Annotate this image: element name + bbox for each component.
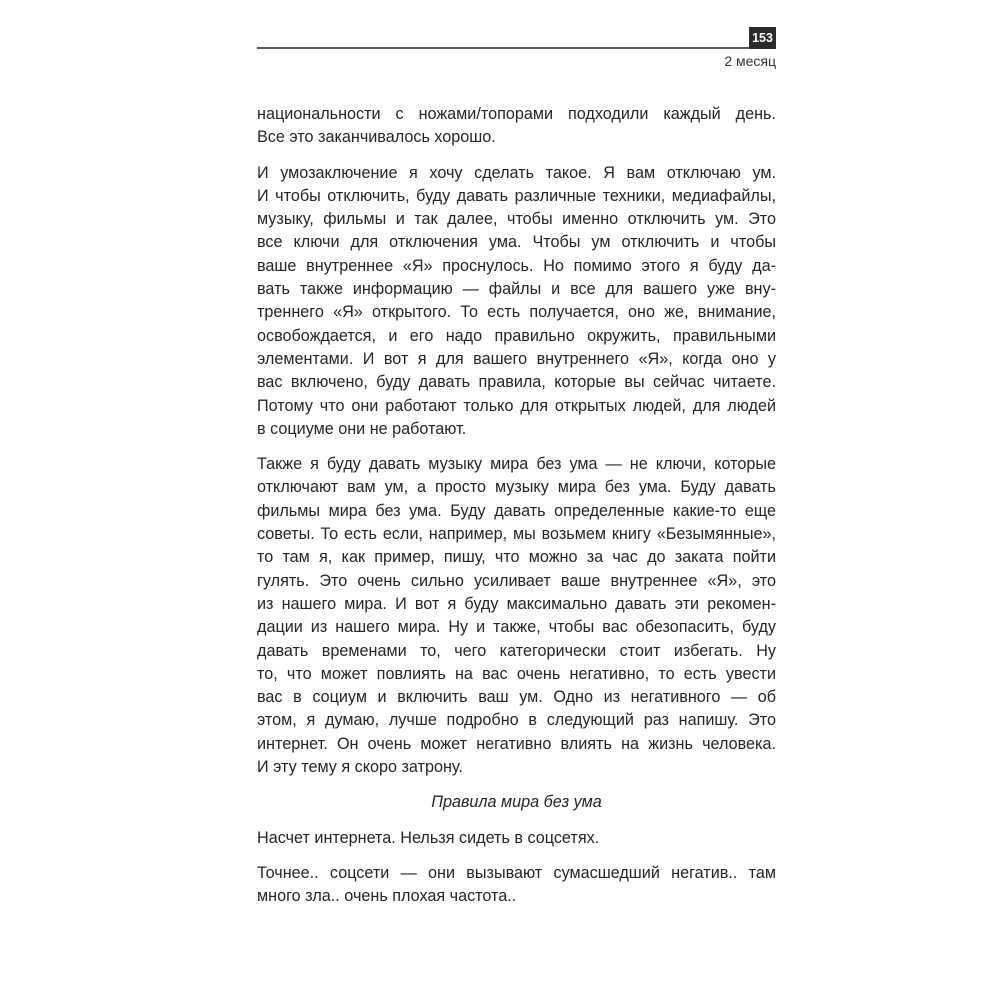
- header-rule: [257, 47, 776, 49]
- text-line: вас включено, буду давать правила, которые вы сейчас читаете.: [257, 373, 776, 392]
- text-line: вать также информацию — файлы и все для вашего уже вну-: [257, 280, 776, 299]
- text-line: давать временами то, чего категорически стоит избегать. Ну: [257, 641, 776, 660]
- paragraph: [257, 453, 776, 779]
- text-line: много зла.. очень плохая частота..: [257, 887, 517, 906]
- text-line: дации из нашего мира. Ну и также, чтобы вас обезопасить, буду: [257, 618, 776, 637]
- paragraph: [257, 862, 776, 909]
- text-line: Точнее.. соцсети — они вызывают сумасшедший негатив.. там: [257, 863, 776, 882]
- text-line: этом, я думаю, лучше подробно в следующий раз напишу. Это: [257, 711, 776, 730]
- text-line: в социуме они не работают.: [257, 419, 467, 438]
- paragraph: [257, 162, 776, 442]
- text-line: то, что может повлиять на вас очень негативно, то есть увести: [257, 664, 776, 683]
- text-line: Все это заканчивалось хорошо.: [257, 128, 496, 147]
- text-line: Насчет интернета. Нельзя сидеть в соцсетях.: [257, 828, 600, 847]
- running-title: 2 месяц: [724, 53, 776, 69]
- text-line: то там я, как пример, пишу, что можно за час до заката пойти: [257, 548, 776, 567]
- text-line: фильмы мира без ума. Буду давать определенные какие-то еще: [257, 501, 776, 520]
- text-line: Потому что они работают только для открытых людей, для людей: [257, 396, 776, 415]
- text-line: отключают вам ум, а просто музыку мира без ума. Буду давать: [257, 478, 776, 497]
- text-line: интернет. Он очень может негативно влиять на жизнь человека.: [257, 734, 776, 753]
- text-line: все ключи для отключения ума. Чтобы ум отключить и чтобы: [257, 233, 776, 252]
- text-line: освобождается, и его надо правильно окружить, правильными: [257, 326, 776, 345]
- page-number: 153: [749, 27, 776, 49]
- text-line: национальности с ножами/топорами подходили каждый день.: [257, 105, 776, 123]
- paragraph: [257, 103, 776, 150]
- text-line: И умозаключение я хочу сделать такое. Я вам отключаю ум.: [257, 163, 776, 182]
- section-heading: Правила мира без ума: [431, 793, 602, 812]
- text-line: из нашего мира. И вот я буду максимально давать эти рекомен-: [257, 594, 776, 613]
- paragraph: [257, 827, 776, 850]
- text-line: вас в социум и включить ваш ум. Одно из негативного — об: [257, 688, 776, 707]
- text-line: ваше внутреннее «Я» проснулось. Но помимо этого я буду да-: [257, 256, 776, 275]
- text-line: треннего «Я» открытого. То есть получается, оно же, внимание,: [257, 303, 776, 322]
- text-line: Также я буду давать музыку мира без ума — не ключи, которые: [257, 455, 776, 474]
- text-line: И чтобы отключить, буду давать различные техники, медиафайлы,: [257, 186, 776, 205]
- text-line: музыку, фильмы и так далее, чтобы именно отключить ум. Это: [257, 210, 776, 229]
- text-line: элементами. И вот я для вашего внутреннего «Я», когда оно у: [257, 349, 776, 368]
- text-line: гулять. Это очень сильно усиливает ваше внутреннее «Я», это: [257, 571, 776, 590]
- text-line: И эту тему я скоро затрону.: [257, 758, 463, 777]
- text-line: советы. То есть если, например, мы возьмем книгу «Безымянные»,: [257, 525, 776, 544]
- body-text: [257, 103, 776, 921]
